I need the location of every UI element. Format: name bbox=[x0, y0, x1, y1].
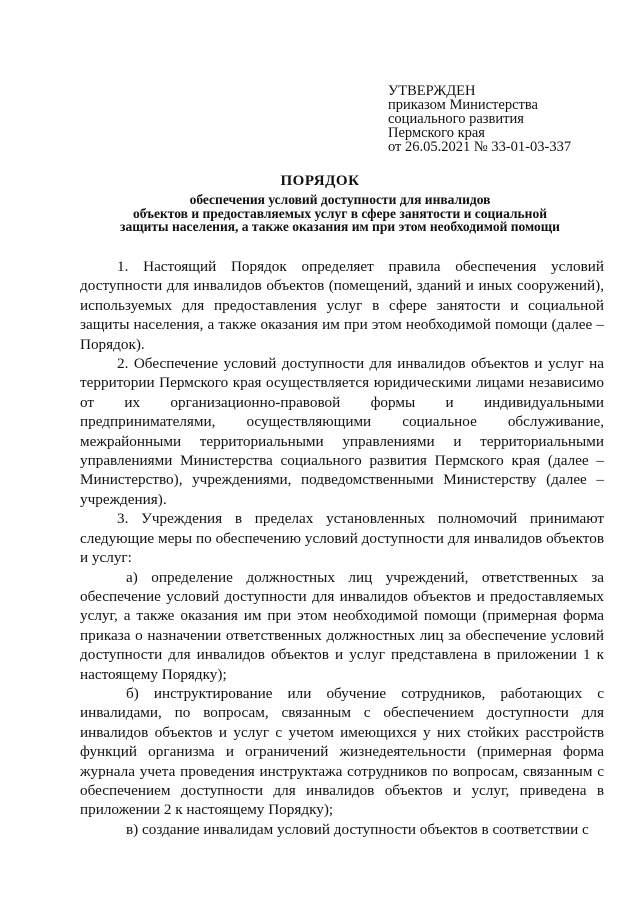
approval-heading: УТВЕРЖДЕН bbox=[388, 83, 476, 99]
approval-stamp bbox=[388, 84, 571, 154]
approval-line: приказом Министерства bbox=[388, 97, 538, 113]
subtitle-line: объектов и предоставляемых услуг в сфере занятости и социальной bbox=[133, 205, 547, 221]
paragraph-1: 1. Настоящий Порядок определяет правила обеспечения условий доступности для инвалидов объектов (помещений, зданий и иных сооружений), используемых для предоставления услуг в сфере занятости и социальной защиты населения, а также оказания им при этом необходимой помощи (далее – Порядок). bbox=[80, 258, 604, 353]
approval-date-number: от 26.05.2021 № 33-01-03-337 bbox=[388, 139, 572, 155]
document-title: ПОРЯДОК bbox=[280, 173, 360, 189]
subparagraph-b: б) инструктирование или обучение сотрудников, работающих с инвалидами, по вопросам, связанным с обеспечением доступности для инвалидов объектов и услуг с учетом имеющихся у них стойких расстройств функций организма и ограничений жизнедеятельности (примерная форма журнала учета проведения инструктажа сотрудников по вопросам, связанным с обеспечением доступности для инвалидов объектов и услуг, приведена в приложении 2 к настоящему Порядку); bbox=[80, 684, 604, 819]
subtitle-line: защиты населения, а также оказания им при этом необходимой помощи bbox=[120, 219, 560, 234]
paragraph-3: 3. Учреждения в пределах установленных полномочий принимают следующие меры по обеспечению условий доступности для инвалидов объектов и услуг: bbox=[80, 510, 604, 567]
approval-line: Пермского края bbox=[388, 125, 485, 141]
paragraph-2: 2. Обеспечение условий доступности для инвалидов объектов и услуг на территории Пермского края осуществляется юридическими лицами независимо от их организационно-правовой формы и индивидуальными предпринимателями, осуществляющими социальное обслуживание, межрайонными территориальными управлениями и территориальными управлениями Министерства социального развития Пермского края (далее – Министерство), учреждениями, подведомственными Министерству (далее – учреждения). bbox=[80, 355, 604, 508]
approval-line: социального развития bbox=[388, 111, 524, 127]
subtitle-line: обеспечения условий доступности для инвалидов bbox=[189, 192, 491, 207]
document-body bbox=[80, 257, 604, 839]
subparagraph-v: в) создание инвалидам условий доступности объектов в соответствии с bbox=[126, 820, 589, 838]
subparagraph-a: а) определение должностных лиц учреждений, ответственных за обеспечение условий доступности для инвалидов объектов и предоставляемых услуг, а также оказания им при этом необходимой помощи (примерная форма приказа о назначении ответственных должностных лиц за обеспечение условий доступности для инвалидов объектов и услуг представлена в приложении 1 к настоящему Порядку); bbox=[80, 568, 604, 683]
document-subtitle bbox=[80, 193, 600, 234]
